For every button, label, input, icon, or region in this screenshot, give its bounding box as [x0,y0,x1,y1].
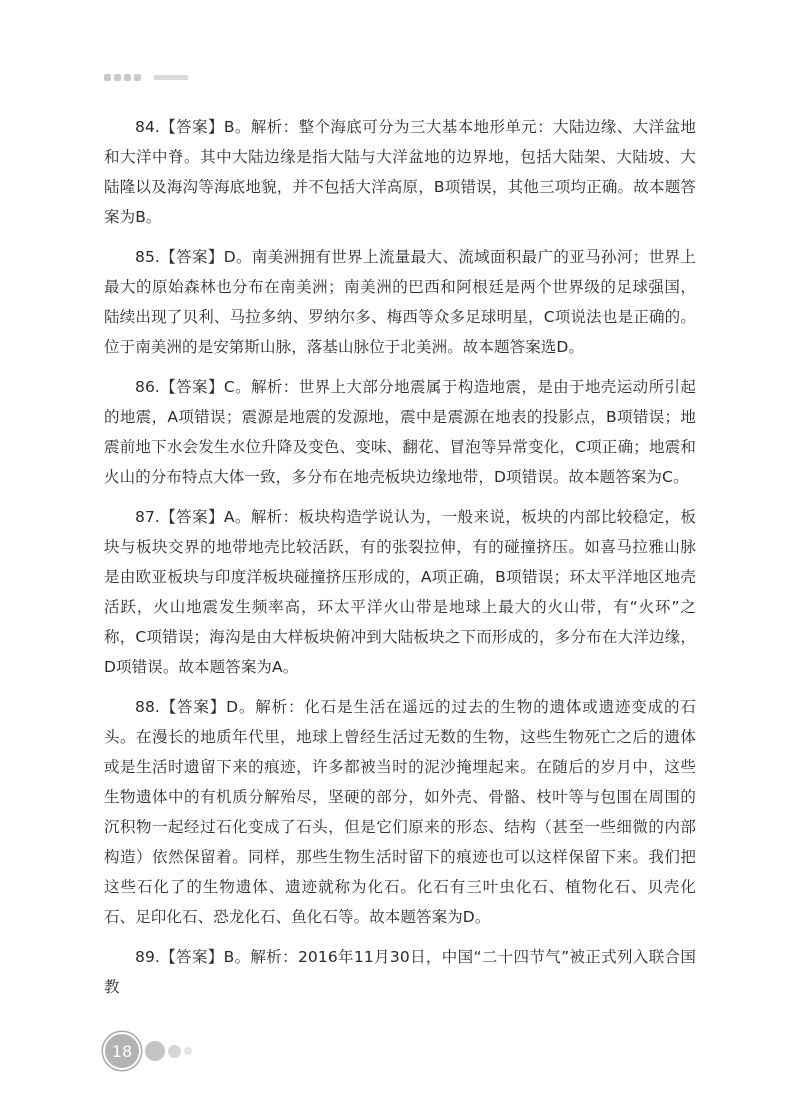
header-dot [134,74,141,81]
answer-content [104,112,696,1012]
answer-87: 87.【答案】A。解析：板块构造学说认为，一般来说，板块的内部比较稳定，板块与板块交界的地带地壳比较活跃，有的张裂拉伸，有的碰撞挤压。如喜马拉雅山脉是由欧亚板块与印度洋板块碰撞挤压形成的，A项正确，B项错误；环太平洋地区地壳活跃，火山地震发生频率高，环太平洋火山带是地球上最大的火山带，有“火环”之称，C项错误；海沟是由大样板块俯冲到大陆板块之下而形成的，多分布在大洋边缘，D项错误。故本题答案为A。 [104,508,696,676]
answer-84: 84.【答案】B。解析：整个海底可分为三大基本地形单元：大陆边缘、大洋盆地和大洋中脊。其中大陆边缘是指大陆与大洋盆地的边界地，包括大陆架、大陆坡、大陆隆以及海沟等海底地貌，并不包括大洋高原，B项错误，其他三项均正确。故本题答案为B。 [104,118,696,226]
header-dot [104,74,111,81]
page-footer [103,1032,192,1070]
footer-dot-icon [168,1045,181,1058]
header-bar [154,75,188,80]
answer-86: 86.【答案】C。解析：世界上大部分地震属于构造地震，是由于地壳运动所引起的地震，A项错误；震源是地震的发源地，震中是震源在地表的投影点，B项错误；地震前地下水会发生水位升降及变色、变味、翻花、冒泡等异常变化，C项正确；地震和火山的分布特点大体一致，多分布在地壳板块边缘地带，D项错误。故本题答案为C。 [104,378,696,486]
answer-89: 89.【答案】B。解析：2016年11月30日，中国“二十四节气”被正式列入联合国教 [104,948,696,996]
footer-dot-icon [184,1047,192,1055]
header-dot [114,74,121,81]
page-number: 18 [103,1032,141,1070]
answer-85: 85.【答案】D。南美洲拥有世界上流量最大、流域面积最广的亚马孙河；世界上最大的原始森林也分布在南美洲；南美洲的巴西和阿根廷是两个世界级的足球强国，陆续出现了贝利、马拉多纳、罗纳尔多、梅西等众多足球明星，C项说法也是正确的。位于南美洲的是安第斯山脉，落基山脉位于北美洲。故本题答案选D。 [104,248,696,356]
footer-dot-icon [145,1041,165,1061]
running-header-decoration [104,74,254,84]
header-dot [124,74,131,81]
answer-88: 88.【答案】D。解析：化石是生活在遥远的过去的生物的遗体或遗迹变成的石头。在漫长的地质年代里，地球上曾经生活过无数的生物，这些生物死亡之后的遗体或是生活时遗留下来的痕迹，许多都被当时的泥沙掩埋起来。在随后的岁月中，这些生物遗体中的有机质分解殆尽，坚硬的部分，如外壳、骨骼、枝叶等与包围在周围的沉积物一起经过石化变成了石头，但是它们原来的形态、结构（甚至一些细微的内部构造）依然保留着。同样，那些生物生活时留下的痕迹也可以这样保留下来。我们把这些石化了的生物遗体、遗迹就称为化石。化石有三叶虫化石、植物化石、贝壳化石、足印化石、恐龙化石、鱼化石等。故本题答案为D。 [104,698,696,926]
